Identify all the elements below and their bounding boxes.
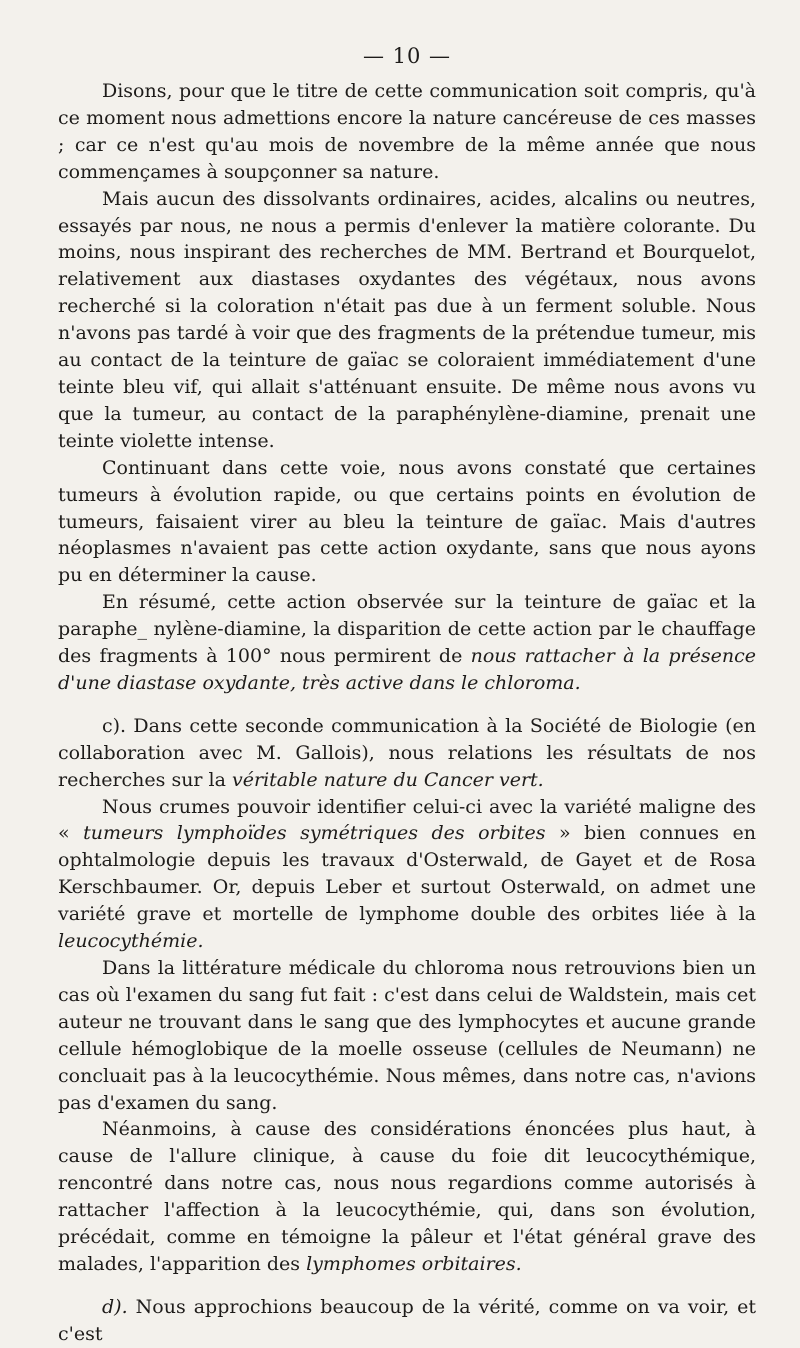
paragraph-9-label: d). [102, 1295, 128, 1318]
paragraph-8 [58, 1116, 756, 1277]
paragraph-9-text: Nous approchions beaucoup de la vérité, comme on va voir, et c'est [58, 1295, 757, 1345]
paragraph-4 [58, 589, 756, 697]
paragraph-2: Mais aucun des dissolvants ordinaires, acides, alcalins ou neutres, essayés par nous, ne nous a permis d'enlever la matière colorante. Du moins, nous inspirant des recherches de MM. Bertrand et Bourquelot, relativement aux diastases oxydantes des végétaux, nous avons recherché si la coloration n'était pas due à un ferment soluble. Nous n'avons pas tardé à voir que des fragments de la prétendue tumeur, mis au contact de la teinture de gaïac se coloraient immédiatement d'une teinte bleu vif, qui allait s'atténuant ensuite. De même nous avons vu que la tumeur, au contact de la paraphénylène-diamine, prenait une teinte violette intense. [58, 187, 756, 452]
paragraph-1: Disons, pour que le titre de cette communication soit compris, qu'à ce moment nous admettions encore la nature cancéreuse de ces masses ; car ce n'est qu'au mois de novembre de la même année que nous commençames à soupçonner sa nature. [58, 80, 756, 183]
paragraph-6-text-a: Nous crumes pouvoir identifier celui-ci avec la variété maligne des « [58, 795, 756, 845]
paragraph-6-italic-a: tumeurs lymphoïdes symétriques des orbites [83, 822, 546, 845]
paragraph-8-text: Néanmoins, à cause des considérations énoncées plus haut, à cause de l'allure clinique, à cause du foie dit leucocythémique, rencontré dans notre cas, nous nous regardions comme autorisés à rattacher l'affection à la leucocythémie, qui, dans son évolution, précédait, comme en témoigne la pâleur et l'état général grave des malades, l'apparition des [58, 1118, 756, 1275]
paragraph-3: Continuant dans cette voie, nous avons constaté que certaines tumeurs à évolution rapide, ou que certains points en évolution de tumeurs, faisaient virer au bleu la teinture de gaïac. Mais d'autres néoplasmes n'avaient pas cette action oxydante, sans que nous ayons pu en déterminer la cause. [58, 456, 756, 587]
page-number: — 10 — [362, 44, 452, 68]
paragraph-4-text: En résumé, cette action observée sur la teinture de gaïac et la paraphe_ nylène-diamine, la disparition de cette action par le chauffage des fragments à 100° nous permirent de [58, 591, 756, 668]
paragraph-9 [58, 1294, 756, 1348]
paragraph-6-italic-b: leucocythémie. [58, 930, 204, 953]
paragraph-8-italic: lymphomes orbitaires. [306, 1252, 522, 1275]
paragraph-5-italic: véritable nature du Cancer vert. [232, 768, 544, 791]
paragraph-7: Dans la littérature médicale du chloroma nous retrouvions bien un cas où l'examen du sang fut fait : c'est dans celui de Waldstein, mais cet auteur ne trouvant dans le sang que des lymphocytes et aucune grande cellule hémoglobique de la moelle osseuse (cellules de Neumann) ne concluait pas à la leucocythémie. Nous mêmes, dans notre cas, n'avions pas d'examen du sang. [58, 957, 756, 1114]
paragraph-5 [58, 713, 756, 794]
paragraph-6 [58, 794, 756, 955]
paragraph-5-text: c). Dans cette seconde communication à la Société de Biologie (en collaboration avec M. Gallois), nous relations les résultats de nos recherches sur la [58, 714, 756, 791]
paragraph-6-text-b: » bien connues en ophtalmologie depuis les travaux d'Osterwald, de Gayet et de Rosa Kerschbaumer. Or, depuis Leber et surtout Osterwald, on admet une variété grave et mortelle de lymphome double des orbites liée à la [58, 822, 756, 926]
paragraph-4-italic: nous rattacher à la présence d'une diastase oxydante, très active dans le chloroma. [58, 645, 756, 694]
